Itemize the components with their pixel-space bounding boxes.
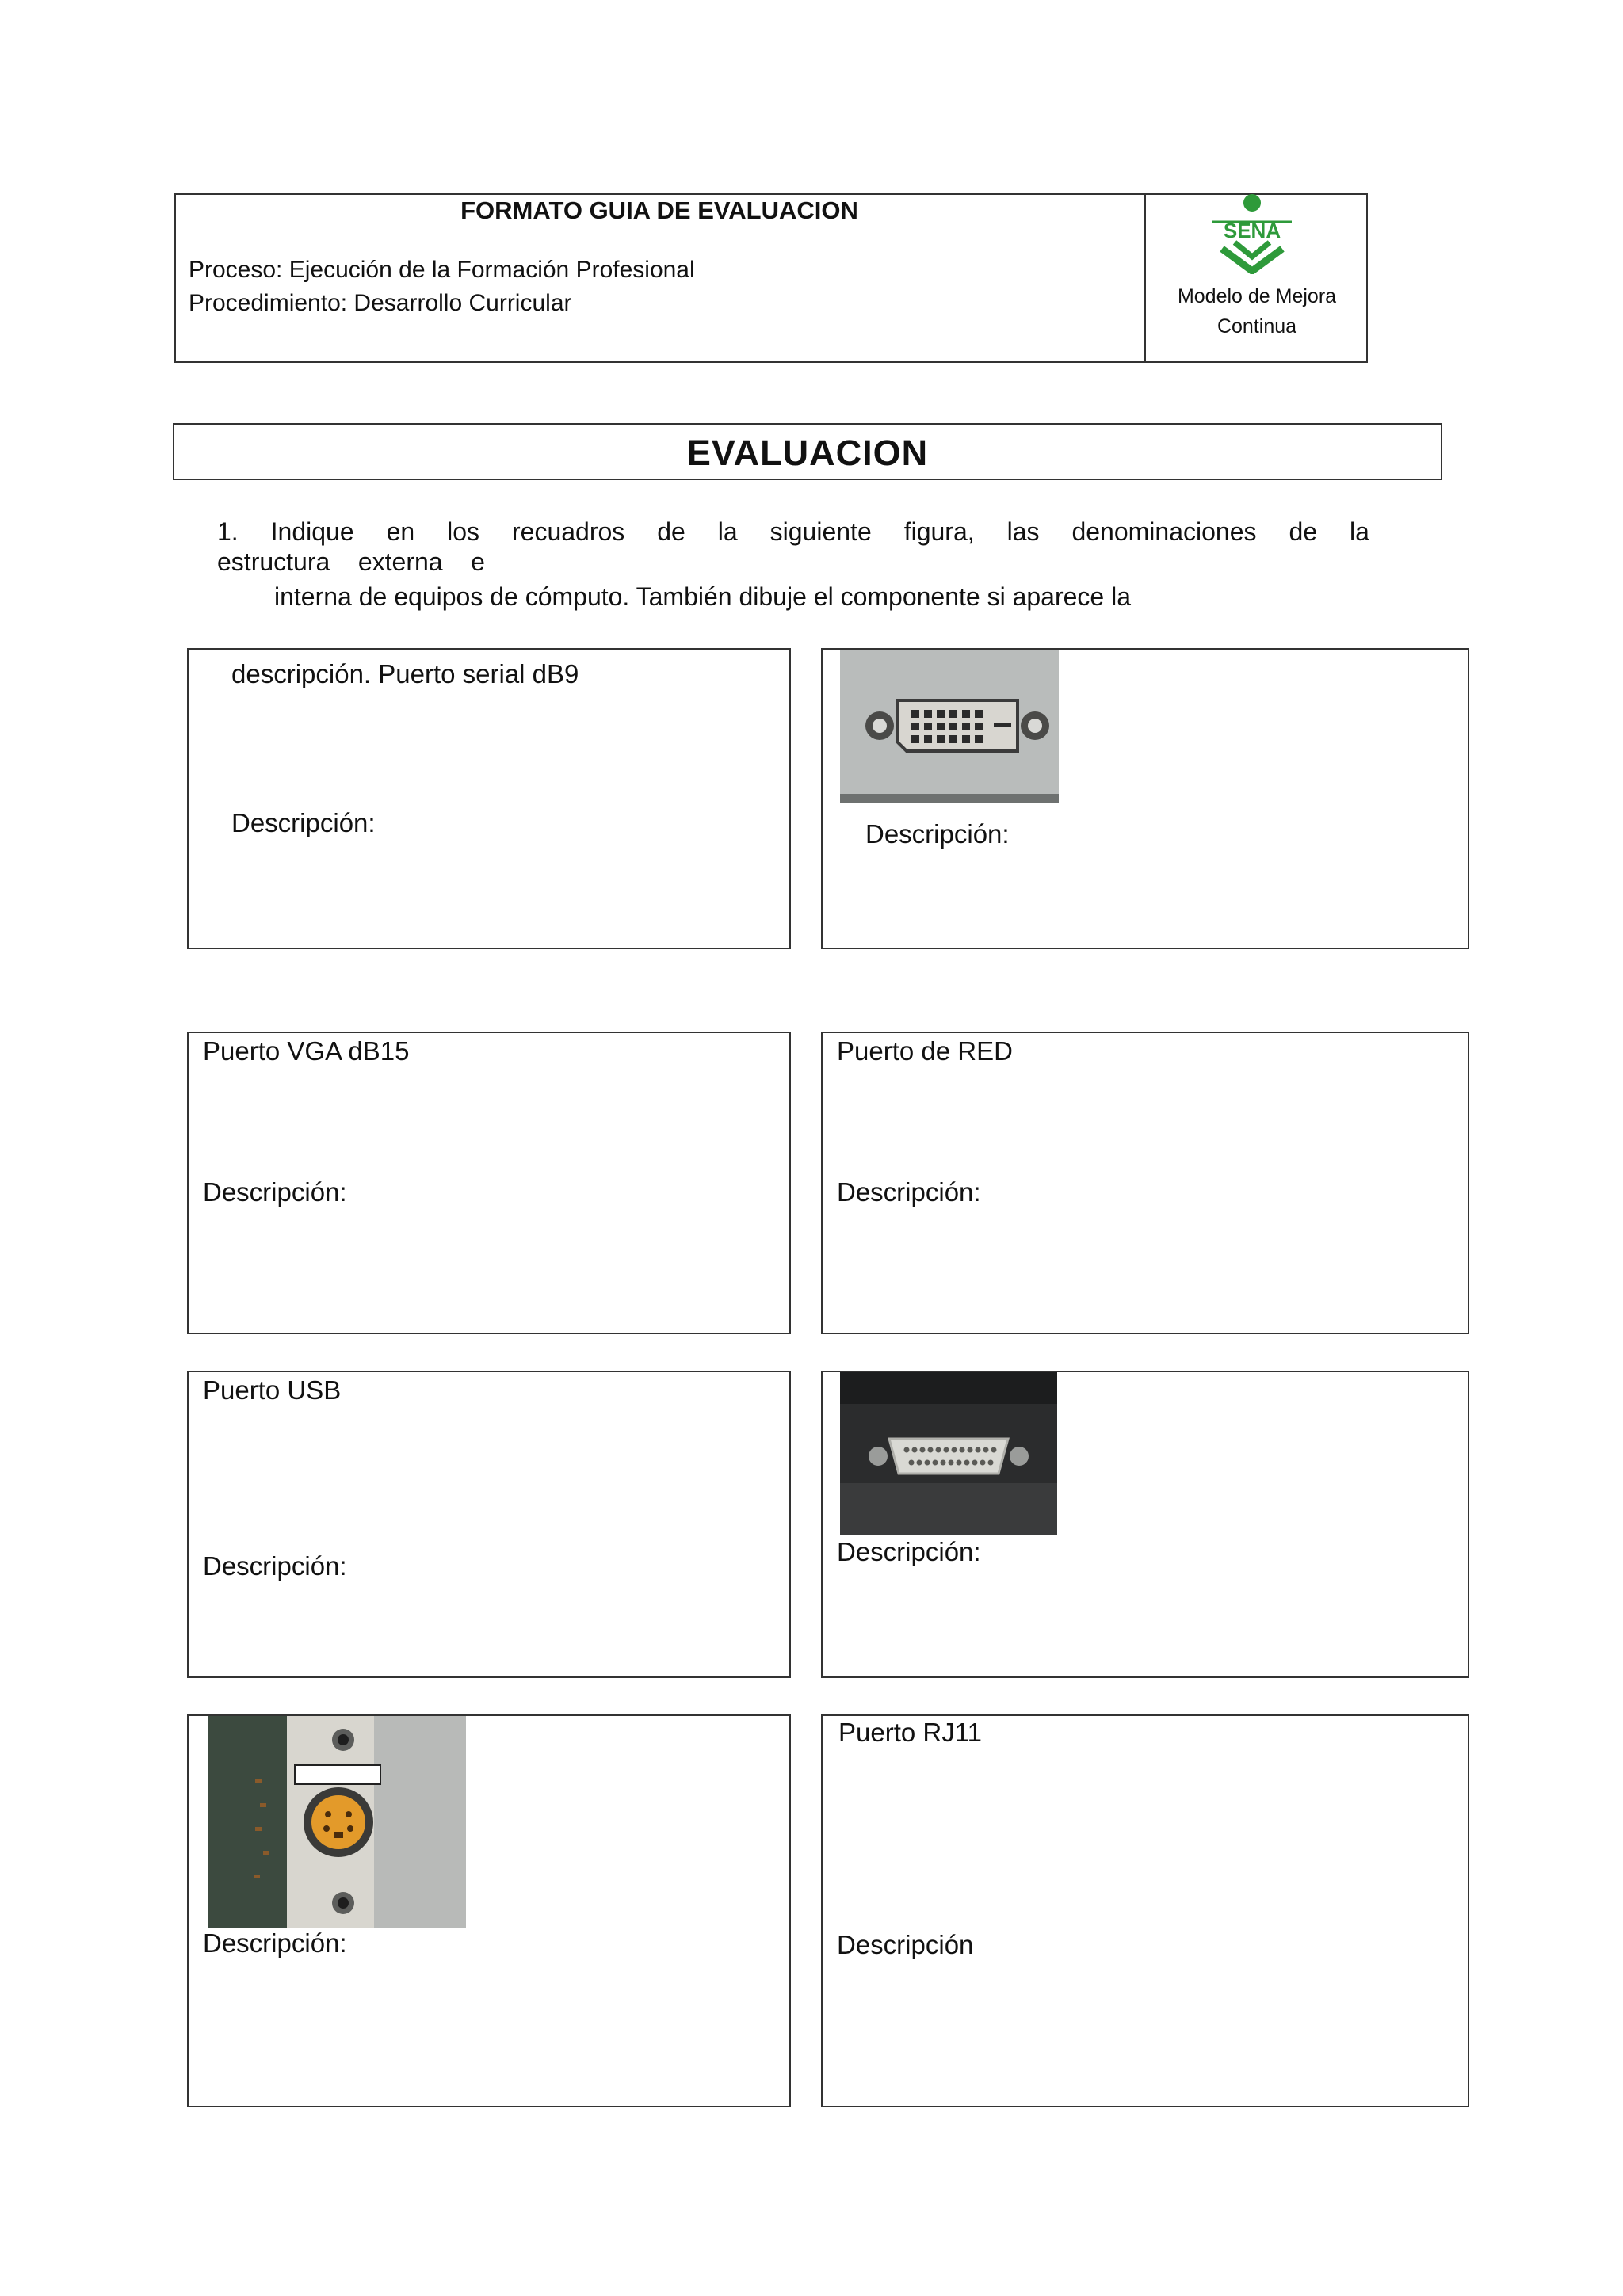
header-title: FORMATO GUIA DE EVALUACION: [460, 196, 858, 224]
box1-description-label: Descripción:: [231, 808, 376, 837]
box5-description-label: Descripción:: [203, 1551, 347, 1581]
answer-box-usb: [187, 1371, 791, 1678]
question-line-1: 1. Indique en los recuadros de la siguiente figura, las denominaciones de la: [217, 517, 1369, 546]
sena-logo-text: SENA: [1223, 219, 1281, 242]
parallel-port-image: [840, 1372, 1057, 1535]
box7-description-label: Descripción:: [203, 1928, 347, 1958]
box4-title: Puerto de RED: [837, 1036, 1013, 1066]
sena-logo: [1205, 193, 1300, 274]
box3-description-label: Descripción:: [203, 1177, 347, 1207]
ps2-port-image: [208, 1716, 466, 1928]
section-title-box: [173, 423, 1442, 480]
box6-description-label: Descripción:: [837, 1537, 981, 1566]
answer-box-serial: [187, 648, 791, 949]
box4-description-label: Descripción:: [837, 1177, 981, 1207]
logo-caption-1: Modelo de Mejora: [1177, 285, 1337, 307]
box1-title: descripción. Puerto serial dB9: [231, 659, 579, 688]
box5-title: Puerto USB: [203, 1375, 342, 1405]
answer-box-rj11: [821, 1714, 1469, 2107]
question-line-3: interna de equipos de cómputo. También dibuje el componente si aparece la: [274, 582, 1132, 611]
header-procedimiento: Procedimiento: Desarrollo Curricular: [189, 290, 572, 316]
box3-title: Puerto VGA dB15: [203, 1036, 410, 1066]
box8-description-label: Descripción: [837, 1930, 974, 1959]
box8-title: Puerto RJ11: [838, 1718, 982, 1747]
sena-logo-dot: [1243, 194, 1261, 212]
question-line-2: estructura externa e: [217, 547, 485, 576]
box2-description-label: Descripción:: [865, 819, 1010, 849]
header-proceso: Proceso: Ejecución de la Formación Profesional: [189, 257, 695, 283]
dvi-port-image: [840, 650, 1059, 803]
logo-caption-2: Continua: [1216, 315, 1297, 338]
section-title: EVALUACION: [686, 433, 929, 473]
